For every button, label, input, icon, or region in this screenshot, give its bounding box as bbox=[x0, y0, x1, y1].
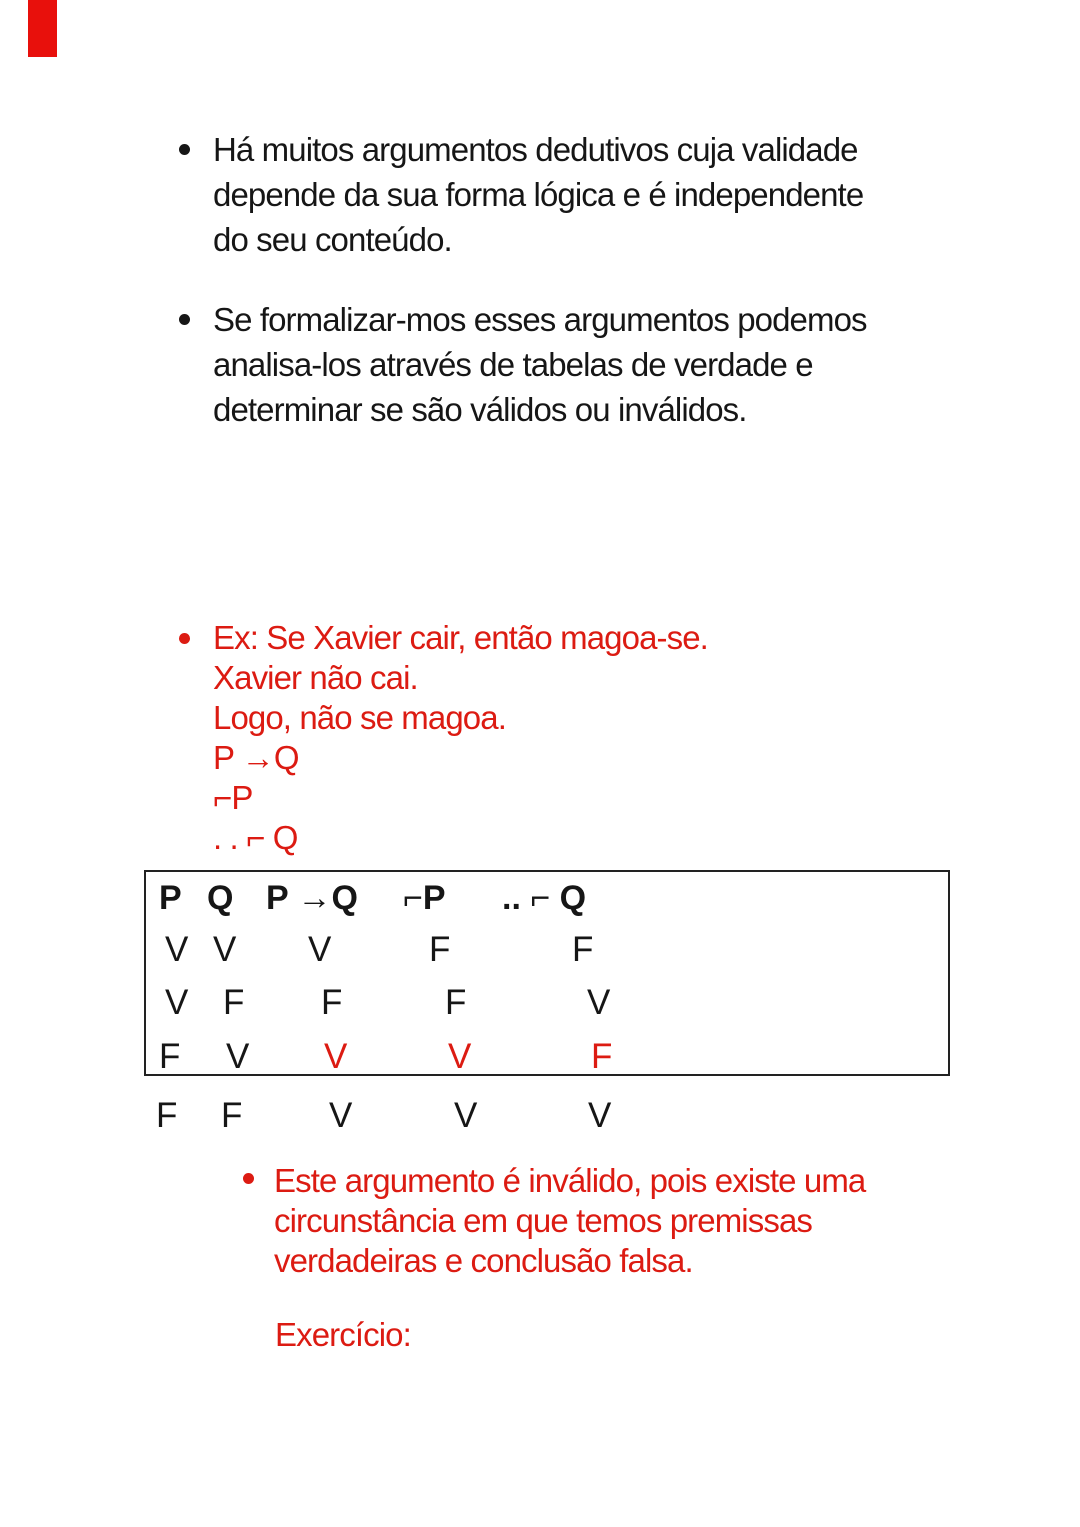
truth-table-cell-highlighted: V bbox=[324, 1037, 348, 1076]
truth-table-header-cell: ⌐P bbox=[403, 879, 446, 917]
paragraph-line: analisa-los através de tabelas de verdade e bbox=[213, 346, 813, 383]
truth-table-header-cell: .. ⌐ Q bbox=[502, 879, 587, 917]
truth-table-cell: V bbox=[588, 1096, 612, 1135]
bullet-dot-icon bbox=[179, 314, 190, 325]
truth-table-cell: F bbox=[221, 1096, 243, 1135]
truth-table-header-cell: Q bbox=[207, 879, 234, 917]
truth-table-header-row bbox=[146, 878, 948, 918]
bullet-example-argument bbox=[179, 618, 708, 858]
example-line: Ex: Se Xavier cair, então magoa-se. bbox=[213, 619, 708, 656]
paragraph-line: determinar se são válidos ou inválidos. bbox=[213, 391, 747, 428]
bullet-dot-icon bbox=[179, 144, 190, 155]
truth-table-cell: V bbox=[587, 983, 611, 1022]
bullet-dot-icon bbox=[179, 633, 190, 644]
truth-table-cell: V bbox=[213, 930, 237, 969]
bullet-paragraph-validity bbox=[179, 127, 863, 262]
truth-table-header-cell: P →Q bbox=[266, 879, 358, 917]
conclusion-line: Este argumento é inválido, pois existe uma bbox=[274, 1162, 866, 1199]
truth-table-cell: F bbox=[429, 930, 451, 969]
truth-table-cell: V bbox=[226, 1037, 250, 1076]
bullet-dot-icon bbox=[243, 1173, 254, 1184]
paragraph-line: Se formalizar-mos esses argumentos podemos bbox=[213, 301, 867, 338]
paragraph-line: do seu conteúdo. bbox=[213, 221, 452, 258]
truth-table-row bbox=[146, 983, 948, 1023]
bullet-paragraph-formalize bbox=[179, 297, 867, 432]
truth-table-cell: F bbox=[159, 1037, 181, 1076]
truth-table-cell: V bbox=[329, 1096, 353, 1135]
conclusion-lines bbox=[274, 1161, 865, 1281]
truth-table-cell: V bbox=[454, 1096, 478, 1135]
truth-table-cell: V bbox=[308, 930, 332, 969]
example-line-formula: P →Q bbox=[213, 739, 299, 776]
example-line: Xavier não cai. bbox=[213, 659, 418, 696]
truth-table-cell: F bbox=[445, 983, 467, 1022]
paragraph-lines bbox=[213, 297, 867, 432]
truth-table-row bbox=[146, 930, 948, 970]
truth-table-cell: V bbox=[165, 930, 189, 969]
truth-table-cell: F bbox=[321, 983, 343, 1022]
exercise-label: Exercício: bbox=[275, 1316, 411, 1353]
conclusion-line: verdadeiras e conclusão falsa. bbox=[274, 1242, 693, 1279]
truth-table-cell: F bbox=[572, 930, 594, 969]
paragraph-line: depende da sua forma lógica e é independente bbox=[213, 176, 864, 213]
truth-table-cell: F bbox=[223, 983, 245, 1022]
conclusion-line: circunstância em que temos premissas bbox=[274, 1202, 812, 1239]
example-lines bbox=[213, 618, 708, 858]
truth-table-cell-highlighted: F bbox=[591, 1037, 613, 1076]
truth-table-row-counterexample bbox=[146, 1037, 948, 1077]
truth-table-cell-highlighted: V bbox=[448, 1037, 472, 1076]
truth-table bbox=[144, 870, 950, 1076]
paragraph-lines bbox=[213, 127, 863, 262]
truth-table-header-cell: P bbox=[159, 879, 182, 917]
truth-table-cell: V bbox=[165, 983, 189, 1022]
example-line: Logo, não se magoa. bbox=[213, 699, 506, 736]
example-line-formula: ⌐P bbox=[213, 779, 253, 816]
truth-table-cell: F bbox=[156, 1096, 178, 1135]
paragraph-line: Há muitos argumentos dedutivos cuja validade bbox=[213, 131, 858, 168]
truth-table-row-outside-box bbox=[144, 1096, 946, 1136]
bullet-conclusion bbox=[243, 1161, 865, 1281]
example-line-formula: . . ⌐ Q bbox=[213, 819, 298, 856]
red-corner-marker bbox=[28, 0, 57, 57]
